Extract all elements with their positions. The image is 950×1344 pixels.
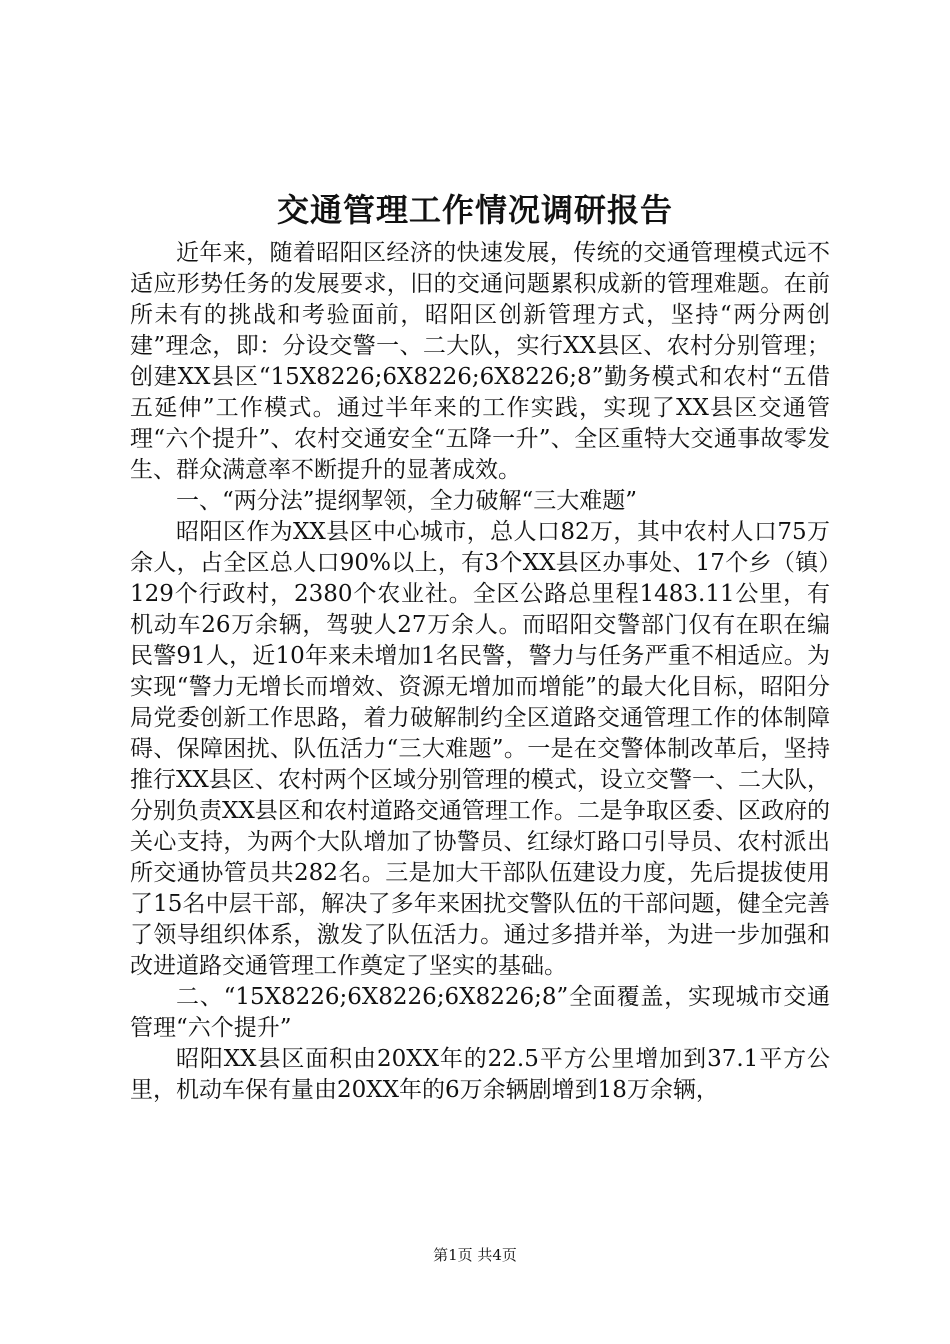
document-title: 交通管理工作情况调研报告 — [276, 191, 673, 229]
paragraph-section-1: 昭阳区作为XX县区中心城市，总人口82万，其中农村人口75万余人，占全区总人口90%以上，有3个XX县区办事处、17个乡（镇）129个行政村，2380个农业社。全区公路总里程1483.11公里，有机动车26万余辆，驾驶人27万余人。而昭阳交警部门仅有在职在编民警91人，近10年来未增加1名民警，警力与任务严重不相适应。为实现“警力无增长而增效、资源无增加而增能”的最大化目标，昭阳分局党委创新工作思路，着力破解制约全区道路交通管理工作的体制障碍、保障困扰、队伍活力“三大难题”。一是在交警体制改革后，坚持推行XX县区、农村两个区域分别管理的模式，设立交警一、二大队，分别负责XX县区和农村道路交通管理工作。二是争取区委、区政府的关心支持，为两个大队增加了协警员、红绿灯路口引导员、农村派出所交通协管员共282名。三是加大干部队伍建设力度，先后提拔使用了15名中层干部，解决了多年来困扰交警队伍的干部问题，健全完善了领导组织体系，激发了队伍活力。通过多措并举，为进一步加强和改进道路交通管理工作奠定了坚实的基础。 — [130, 519, 830, 979]
document-body — [130, 238, 830, 1106]
paragraph-section-2: 昭阳XX县区面积由20XX年的22.5平方公里增加到37.1平方公里，机动车保有量由20XX年的6万余辆剧增到18万余辆， — [130, 1046, 830, 1103]
section-heading-1: 一、“两分法”提纲挈领，全力破解“三大难题” — [176, 488, 638, 514]
paragraph-intro: 近年来，随着昭阳区经济的快速发展，传统的交通管理模式远不适应形势任务的发展要求，旧的交通问题累积成新的管理难题。在前所未有的挑战和考验面前，昭阳区创新管理方式，坚持“两分两创建”理念，即：分设交警一、二大队，实行XX县区、农村分别管理；创建XX县区“15X8226;6X8226;6X8226;8”勤务模式和农村“五借五延伸”工作模式。通过半年来的工作实践，实现了XX县区交通管理“六个提升”、农村交通安全“五降一升”、全区重特大交通事故零发生、群众满意率不断提升的显著成效。 — [130, 240, 830, 483]
section-heading-2: 二、“15X8226;6X8226;6X8226;8”全面覆盖，实现城市交通管理“六个提升” — [130, 984, 830, 1041]
page-number-footer: 第1页 共4页 — [433, 1246, 517, 1264]
